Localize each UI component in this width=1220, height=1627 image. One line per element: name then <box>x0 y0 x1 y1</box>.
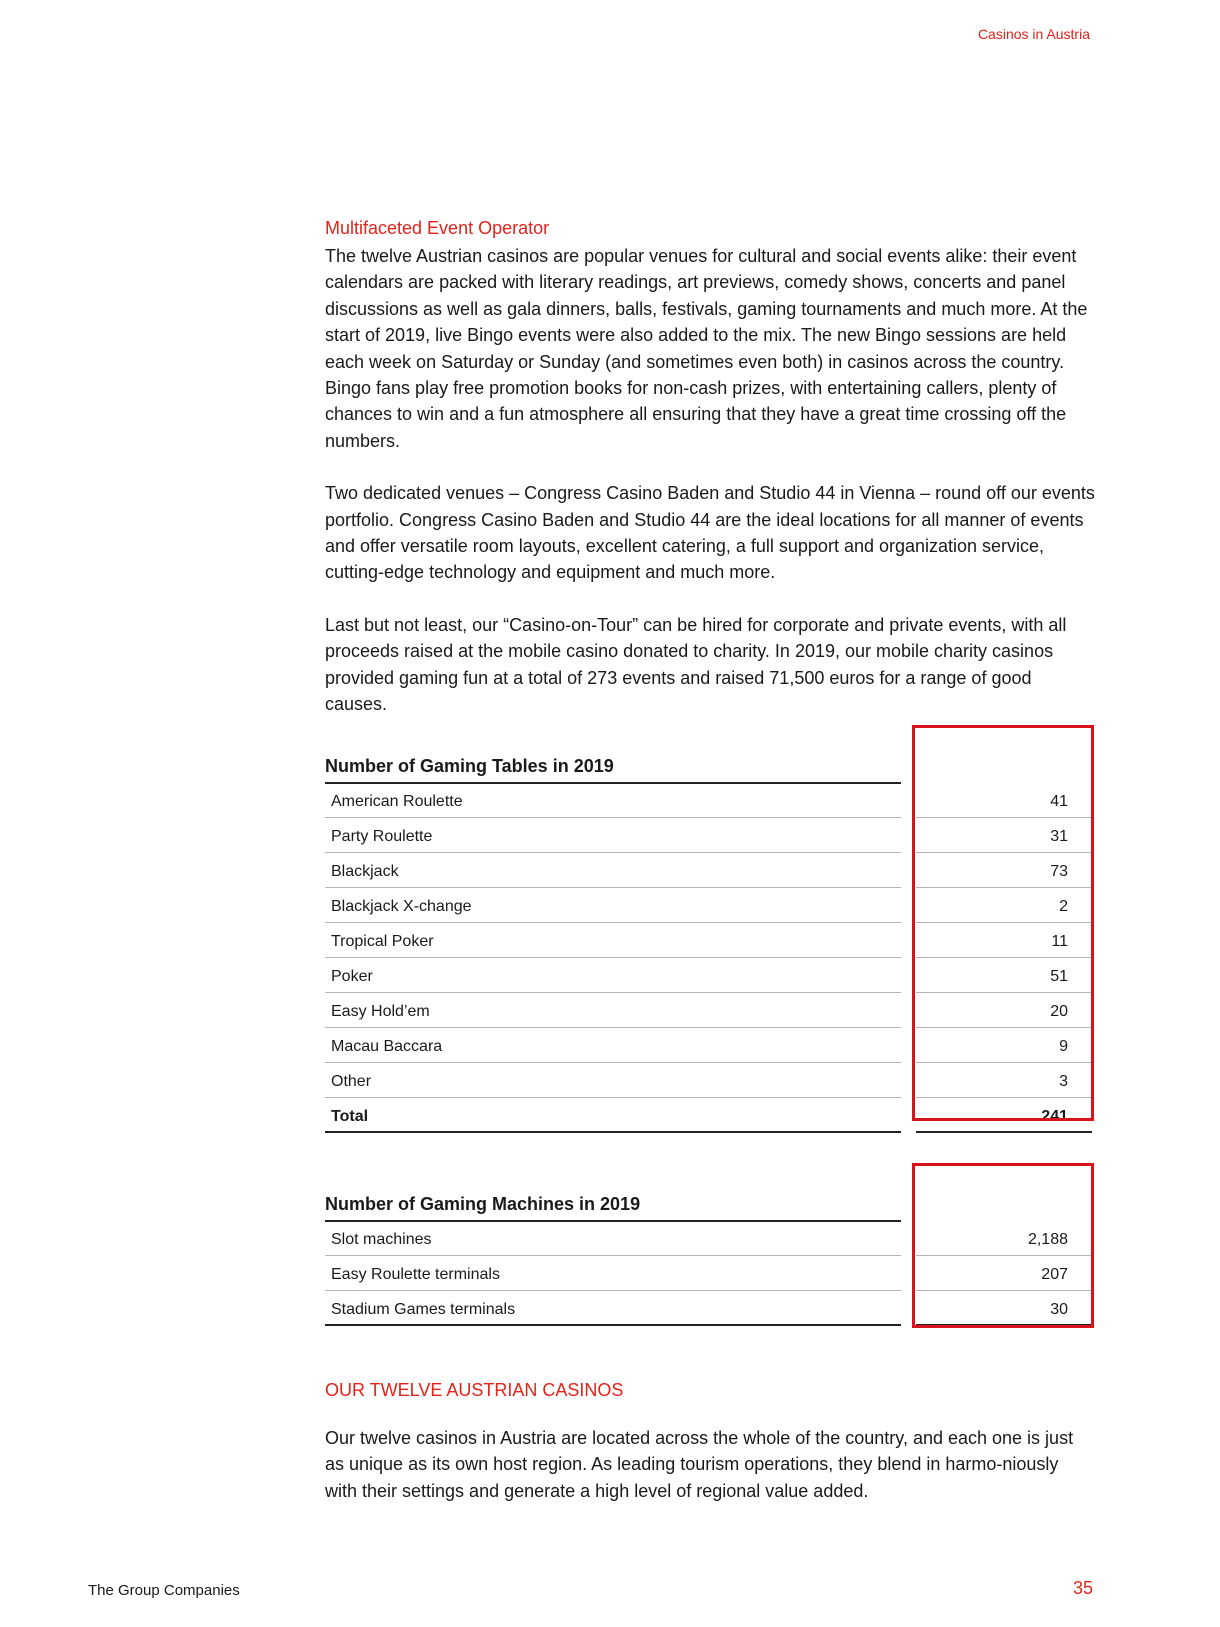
paragraph: Two dedicated venues – Congress Casino Baden and Studio 44 in Vienna – round off our events portfolio. Congress Casino Baden and Studio 44 are the ideal locations for all manner of events and offer versatile room layouts, excellent catering, a full support and organization service, cutting-edge technology and equipment and much more. <box>325 483 1095 583</box>
section-tag: Casinos in Austria <box>977 26 1090 42</box>
paragraph: The twelve Austrian casinos are popular venues for cultural and social events alike: their event calendars are packed with literary readings, art previews, comedy shows, concerts and panel discussions as well as gala dinners, balls, festivals, gaming tournaments and much more. At the start of 2019, live Bingo events were also added to the mix. The new Bingo sessions are held each week on Saturday or Sunday (and sometimes even both) in casinos across the country. Bingo fans play free promotion books for non-cash prizes, with entertaining callers, plenty of chances to win and a fun atmosphere all ensuring that they have a great time crossing off the numbers. <box>325 246 1088 451</box>
row-value: 241 <box>916 1099 1092 1133</box>
row-label: Total <box>325 1099 901 1133</box>
gaming-tables-title: Number of Gaming Tables in 2019 <box>325 750 901 784</box>
event-section-title: Multifaceted Event Operator <box>325 218 550 238</box>
event-section <box>325 215 1095 744</box>
paragraph: Last but not least, our “Casino-on-Tour” can be hired for corporate and private events, with all proceeds raised at the mobile casino donated to charity. In 2019, our mobile charity casinos provided gaming fun at a total of 273 events and raised 71,500 euros for a range of good causes. <box>325 614 1067 715</box>
row-label: Blackjack X-change <box>325 889 901 923</box>
row-label: Poker <box>325 959 901 993</box>
gaming-machines-title: Number of Gaming Machines in 2019 <box>325 1188 901 1222</box>
row-value: 11 <box>916 924 1092 958</box>
row-label: Blackjack <box>325 854 901 888</box>
row-label: Slot machines <box>325 1222 901 1256</box>
page-number: 35 <box>1072 1578 1093 1598</box>
tables-area <box>325 750 1095 1327</box>
row-label: American Roulette <box>325 784 901 818</box>
row-value: 2 <box>916 889 1092 923</box>
row-value: 51 <box>916 959 1092 993</box>
gaming-machines-table <box>325 1188 1095 1327</box>
row-value: 207 <box>916 1257 1092 1291</box>
row-value: 31 <box>916 819 1092 853</box>
row-value: 73 <box>916 854 1092 888</box>
footer-section-label: The Group Companies <box>88 1582 240 1599</box>
row-value: 2,188 <box>916 1222 1092 1256</box>
casinos-section <box>325 1380 1095 1530</box>
row-value: 3 <box>916 1064 1092 1098</box>
paragraph: Our twelve casinos in Austria are located across the whole of the country, and each one is just as unique as its own host region. As leading tourism operations, they blend in harmo-niously with their settings and generate a high level of regional value added. <box>325 1428 1074 1501</box>
row-value: 41 <box>916 784 1092 818</box>
casinos-section-title: OUR TWELVE AUSTRIAN CASINOS <box>325 1380 624 1400</box>
row-label: Macau Baccara <box>325 1029 901 1063</box>
highlight-box <box>912 1163 1094 1328</box>
row-label: Easy Roulette terminals <box>325 1257 901 1291</box>
gaming-tables-table <box>325 750 1095 1134</box>
row-value: 30 <box>916 1292 1092 1326</box>
row-label: Party Roulette <box>325 819 901 853</box>
row-label: Tropical Poker <box>325 924 901 958</box>
highlight-box <box>912 725 1094 1121</box>
row-label: Easy Hold’em <box>325 994 901 1028</box>
row-label: Other <box>325 1064 901 1098</box>
row-value: 20 <box>916 994 1092 1028</box>
row-label: Stadium Games terminals <box>325 1292 901 1326</box>
row-value: 9 <box>916 1029 1092 1063</box>
